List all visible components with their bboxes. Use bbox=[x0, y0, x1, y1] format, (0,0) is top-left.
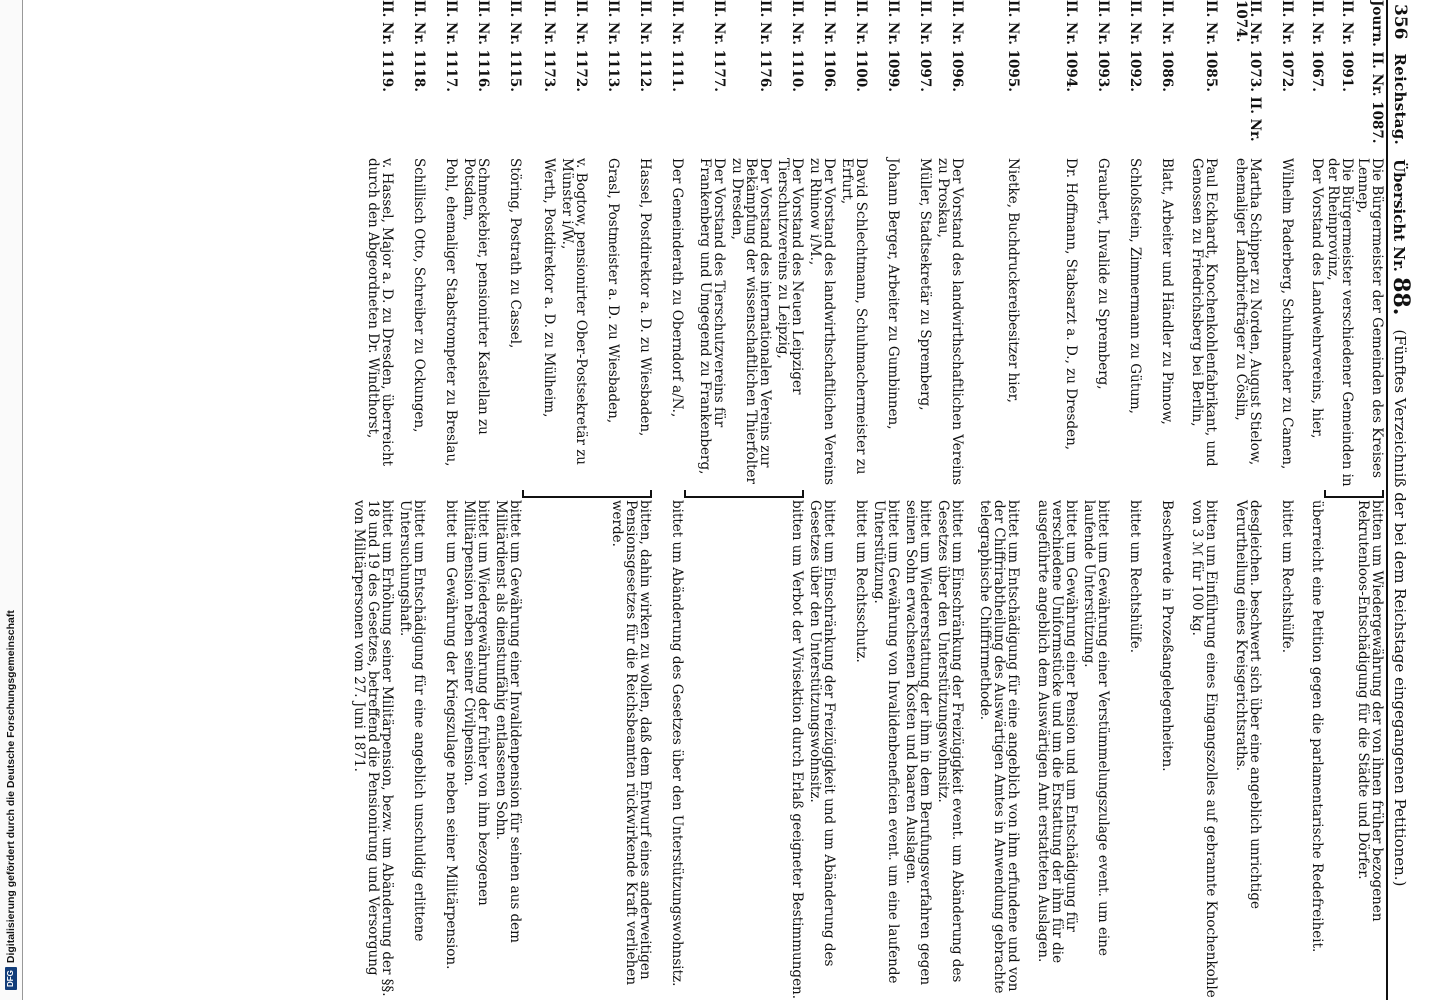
petitioner: v. Bogtow, pensionirter Ober-Postsekretär zu Münster i/W., bbox=[559, 158, 589, 466]
journal-number: II. Nr. 1177. bbox=[711, 0, 727, 92]
request: bittet um Gewährung von Invalidenbeneficien event. um eine laufende Unterstützung. bbox=[871, 500, 901, 984]
journal-number: II. Nr. 1094. bbox=[1063, 0, 1079, 92]
request: bittet um Rechtshülfe. bbox=[1279, 500, 1295, 654]
petitioner: Johann Berger, Arbeiter zu Gumbinnen, bbox=[885, 158, 901, 430]
request: Beschwerde in Prozeßangelegenheiten. bbox=[1159, 500, 1175, 772]
page-header bbox=[1386, 0, 1412, 1000]
journal-number: II. Nr. 1092. bbox=[1127, 0, 1143, 92]
petitioner: Hassel, Postdirektor a. D. zu Wiesbaden, bbox=[637, 158, 653, 437]
document-page bbox=[228, 0, 1418, 1000]
scan-note-text: Digitalisierung gefördert durch die Deutsche Forschungsgemeinschaft bbox=[5, 610, 17, 964]
journal-number: II. Nr. 1072. bbox=[1279, 0, 1295, 92]
journal-number: Journ. II. Nr. 1087. bbox=[1369, 0, 1385, 144]
request: bittet um Gewährung einer Invalidenpension für seinen aus dem Militärdienst als dienstunfähig entlassenen Sohn. bbox=[493, 500, 523, 943]
request: bittet um Einschränkung der Freizügigkeit und um Abänderung des Gesetzes über den Unterstützungswohnsitz. bbox=[807, 500, 837, 967]
brace bbox=[684, 490, 804, 498]
petitioner: Der Vorstand des Tierschutzvereins für Frankenberg und Umgegend zu Frankenberg, bbox=[697, 158, 727, 475]
journal-number: II. Nr. 1172. bbox=[573, 0, 589, 92]
request: bittet um Wiedererstattung der ihm in dem Berufungsverfahren gegen seinen Sohn erwachsenen Kosten und baaren Auslagen. bbox=[903, 500, 933, 986]
journal-number: II. Nr. 1119. bbox=[379, 0, 395, 92]
request: bittet um Gewährung einer Pension und um Entschädigung für verschiedene Uniformstücke und um die Erstattung der ihm für die ausgeführte angeblich dem Auswärtigen Amt erstatteten Auslagen. bbox=[1035, 500, 1079, 964]
journal-number: II. Nr. 1112. bbox=[637, 0, 653, 92]
journal-number: II. Nr. 1099. bbox=[885, 0, 901, 92]
petitioner: Der Vorstand des internationalen Vereins zur Bekämpfung der wissenschaftlichen Thierfolter zu Dresden, bbox=[729, 158, 773, 484]
petitioner: Martha Schipper zu Norden, August Stielow, ehemaliger Landbriefträger zu Cöslin, bbox=[1233, 158, 1263, 466]
request: bitten um Einführung eines Eingangszolles auf gebrannte Knochenkohle von 3 ℳ für 100 kg. bbox=[1189, 500, 1219, 998]
request: bitten, dahin wirken zu wollen, daß dem Entwurf eines anderweitigen Pensionsgesetzes für die Reichsbeamten rückwirkende Kraft verliehen werde. bbox=[609, 500, 653, 986]
page-title bbox=[1388, 159, 1414, 316]
request: bitten um Verbot der Vivisektion durch Erlaß geeigneter Bestimmungen. bbox=[789, 500, 805, 1000]
request: bittet um Gewährung der Kriegszulage neben seiner Militärpension. bbox=[443, 500, 459, 970]
petitioner: Dr. Hoffmann, Stabsarzt a. D., zu Dresden, bbox=[1063, 158, 1079, 451]
journal-number: II. Nr. 1067. bbox=[1309, 0, 1325, 92]
brace bbox=[1324, 490, 1384, 498]
brace bbox=[522, 490, 652, 498]
request: bittet um Abänderung des Gesetzes über den Unterstützungswohnsitz. bbox=[669, 500, 685, 987]
page-title-text: Übersicht Nr. bbox=[1390, 159, 1408, 272]
petitioner: Der Gemeinderath zu Oberndorf a/N., bbox=[669, 158, 685, 418]
running-head: Reichstag. bbox=[1391, 53, 1409, 146]
journal-number: II. Nr. 1113. bbox=[605, 0, 621, 92]
petitioner: Der Vorstand des Neuen Leipziger Tierschutzvereins zu Leipzig, bbox=[775, 158, 805, 395]
petitioner: Der Vorstand des Landwehrvereins, hier, bbox=[1309, 158, 1325, 439]
petitioner: Nietke, Buchdruckereibesitzer hier, bbox=[1005, 158, 1021, 403]
journal-number: II. Nr. 1110. bbox=[789, 0, 805, 92]
petitioner: Die Bürgermeister verschiedener Gemeinden in der Rheinprovinz, bbox=[1325, 158, 1355, 487]
request: bittet um Entschädigung für eine angeblich unschuldig erlittene Untersuchungshaft. bbox=[397, 500, 427, 942]
journal-number: II. Nr. 1173. bbox=[541, 0, 557, 92]
journal-number: II. Nr. 1091. bbox=[1339, 0, 1355, 92]
petitioner: Die Bürgermeister der Gemeinden des Kreises Lennep, bbox=[1355, 158, 1385, 478]
journal-number: II. Nr. 1073. II. Nr. 1074. bbox=[1233, 0, 1263, 142]
petitioner: Graubert, Invalide zu Spremberg, bbox=[1095, 158, 1111, 390]
petitioner: Werth, Postdirektor a. D. zu Mülheim, bbox=[541, 158, 557, 418]
petitioner: Der Vorstand des landwirthschaftlichen Vereins zu Proskau, bbox=[935, 158, 965, 486]
petitioner: Der Vorstand des landwirthschaftlichen Vereins zu Rhinow i/M., bbox=[807, 158, 837, 486]
journal-number: II. Nr. 1085. bbox=[1203, 0, 1219, 92]
page-subtitle: (Fünftes Verzeichniß der bei dem Reichstage eingegangenen Petitionen.) bbox=[1391, 329, 1409, 887]
petitioner: Grasl, Postmeister a. D. zu Wiesbaden, bbox=[605, 158, 621, 424]
request: bittet um Gewährung einer Verstümmelungszulage event. um eine laufende Unterstützung. bbox=[1081, 500, 1111, 956]
request: desgleichen. beschwert sich über eine angeblich unrichtige Verurtheilung eines Kreisgerichtsraths. bbox=[1233, 500, 1263, 910]
journal-number: II. Nr. 1111. bbox=[669, 0, 685, 92]
petitioner: Störing, Postrath zu Cassel, bbox=[507, 158, 523, 349]
request: bittet um Einschränkung der Freizügigkeit event. um Abänderung des Gesetzes über den Unterstützungswohnsitz. bbox=[935, 500, 965, 983]
petitioner: Pohl, ehemaliger Stabstrompeter zu Breslau, bbox=[443, 158, 459, 467]
petitioner: David Schlechtmann, Schuhmachermeister zu Erfurt, bbox=[839, 158, 869, 475]
petitioner: v. Hassel, Major a. D. zu Dresden, überreicht durch den Abgeordneten Dr. Windthorst, bbox=[365, 158, 395, 467]
dfg-logo-icon: DFG bbox=[5, 967, 17, 990]
request: bittet um Rechtsschutz. bbox=[853, 500, 869, 663]
request: bittet um Erhöhung seiner Militärpension, bezw. um Abänderung der §§. 18 und 19 des Gesetzes, betreffend die Pensionirung und Versorgung von Militärpersonen vom 27. Juni 1871. bbox=[351, 500, 395, 997]
request: bittet um Wiedergewährung der früher von ihm bezogenen Militärpension neben seiner Civilpension. bbox=[461, 500, 491, 906]
journal-number: II. Nr. 1118. bbox=[411, 0, 427, 92]
page-title-number: 88. bbox=[1388, 277, 1414, 316]
journal-number: II. Nr. 1116. bbox=[475, 0, 491, 92]
petitioner: Müller, Stadtsekretär zu Spremberg, bbox=[917, 158, 933, 411]
journal-number: II. Nr. 1100. bbox=[853, 0, 869, 92]
journal-number: II. Nr. 1095. bbox=[1005, 0, 1021, 92]
petitioner: Schmeckebier, pensionirter Kastellan zu Potsdam, bbox=[461, 158, 491, 435]
request: bittet um Entschädigung für eine angeblich von ihm erfundene und von der Chiffrirabtheilung des Auswärtigen Amtes in Anwendung gebrachte telegraphische Chiffrirmethode. bbox=[977, 500, 1021, 994]
journal-number: II. Nr. 1117. bbox=[443, 0, 459, 92]
request: bitten um Wiedergewährung der von ihnen früher bezogenen Rekrutenloos-Entschädigung für die Städte und Dörfer. bbox=[1355, 500, 1385, 922]
request: überreicht eine Petition gegen die parlamentarische Redefreiheit. bbox=[1309, 500, 1325, 953]
journal-number: II. Nr. 1086. bbox=[1159, 0, 1175, 92]
scan-margin bbox=[0, 0, 23, 1000]
journal-number: II. Nr. 1096. bbox=[949, 0, 965, 92]
petitioner: Schillisch Otto, Schreiber zu Ockungen, bbox=[411, 158, 427, 433]
scan-note bbox=[2, 590, 20, 990]
journal-number: II. Nr. 1176. bbox=[757, 0, 773, 92]
journal-number: II. Nr. 1097. bbox=[917, 0, 933, 92]
petitioner: Blatt, Arbeiter und Händler zu Pinnow, bbox=[1159, 158, 1175, 425]
journal-number: II. Nr. 1106. bbox=[821, 0, 837, 92]
journal-number: II. Nr. 1093. bbox=[1095, 0, 1111, 92]
journal-number: II. Nr. 1115. bbox=[507, 0, 523, 92]
petitioner: Schloßstein, Zimmermann zu Gütum, bbox=[1127, 158, 1143, 414]
petitioner: Paul Eckhardt, Knochenkohlenfabrikant, und Genossen zu Friedrichsberg bei Berlin, bbox=[1189, 158, 1219, 467]
petitioner: Wilhelm Paderberg, Schuhmacher zu Camen, bbox=[1279, 158, 1295, 470]
page-number: 356 bbox=[1390, 4, 1410, 40]
request: bittet um Rechtshülfe. bbox=[1127, 500, 1143, 654]
